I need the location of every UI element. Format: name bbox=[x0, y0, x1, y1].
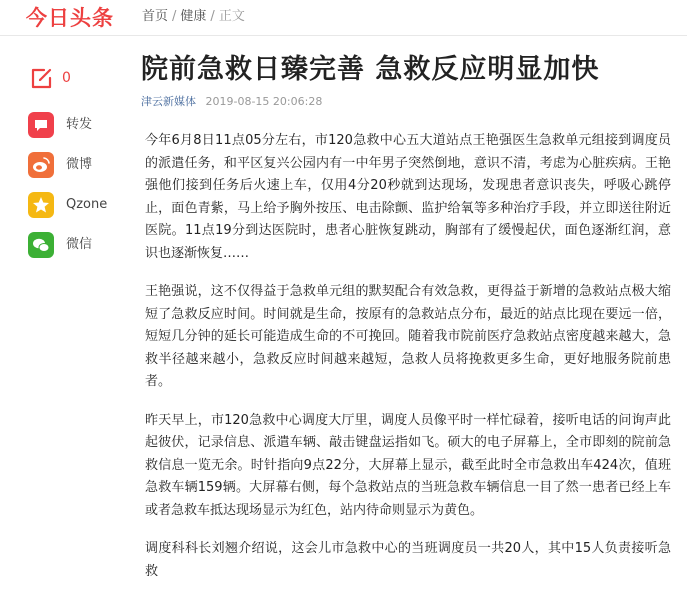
weibo-icon bbox=[28, 152, 54, 178]
article bbox=[141, 52, 671, 599]
breadcrumb: 首页 / 健康 / 正文 bbox=[142, 9, 245, 24]
share-repost[interactable] bbox=[28, 112, 118, 138]
breadcrumb-current: 正文 bbox=[218, 9, 245, 24]
comment-icon bbox=[30, 66, 54, 90]
qzone-star-icon bbox=[28, 192, 54, 218]
article-paragraph: 王艳强说，这不仅得益于急救单元组的默契配合有效急救，更得益于新增的急救站点极大缩短了急救反应时间。时间就是生命，按原有的急救站点分布，最近的站点比现在要远一倍，短短几分钟的延长可能造成生命的不可挽回。随着我市院前医疗急救站点密度越来越大，急救半径越来越小，急救反应时间越来越短，急救人员将挽救更多生命，更好地服务院前患者。 bbox=[145, 284, 671, 389]
share-qzone-label: Qzone bbox=[66, 197, 108, 212]
repost-icon bbox=[28, 112, 54, 138]
article-datetime: 2019-08-15 20:06:28 bbox=[205, 95, 323, 108]
article-paragraph: 昨天早上，市120急救中心调度大厅里，调度人员像平时一样忙碌着，接听电话的问询声此起彼伏，记录信息、派遣车辆、敲击键盘运指如飞。硕大的电子屏幕上，全市即刻的院前急救信息一览无余。时针指向9点22分，大屏幕上显示，截至此时全市急救出车424次，值班急救车辆159辆。大屏幕右侧，每个急救站点的当班急救车辆信息一目了然一患者已经上车或者急救车抵达现场显示为红色，站内待命则显示为黄色。 bbox=[145, 412, 671, 518]
article-body bbox=[141, 130, 671, 583]
breadcrumb-health[interactable]: 健康 bbox=[180, 9, 207, 24]
comment-button[interactable] bbox=[28, 62, 118, 98]
share-qzone[interactable] bbox=[28, 192, 118, 218]
article-title: 院前急救日臻完善 急救反应明显加快 bbox=[141, 54, 600, 85]
site-logo[interactable]: 今日头条 bbox=[26, 6, 114, 30]
share-weibo-label: 微博 bbox=[66, 157, 93, 172]
article-source[interactable]: 津云新媒体 bbox=[141, 95, 196, 108]
breadcrumb-home[interactable]: 首页 bbox=[142, 9, 169, 24]
share-repost-label: 转发 bbox=[66, 117, 93, 132]
article-paragraph: 调度科科长刘翘介绍说，这会儿市急救中心的当班调度员一共20人，其中15人负责接听急救 bbox=[145, 541, 671, 579]
wechat-icon bbox=[28, 232, 54, 258]
share-sidebar bbox=[28, 62, 118, 272]
top-bar bbox=[0, 0, 687, 36]
article-meta bbox=[141, 94, 671, 110]
share-wechat-label: 微信 bbox=[66, 237, 93, 252]
share-wechat[interactable] bbox=[28, 232, 118, 258]
share-weibo[interactable] bbox=[28, 152, 118, 178]
comment-count: 0 bbox=[62, 70, 71, 86]
article-paragraph: 今年6月8日11点05分左右，市120急救中心五大道站点王艳强医生急救单元组接到调度员的派遣任务，和平区复兴公园内有一中年男子突然倒地，意识不清，考虑为心脏疾病。王艳强他们接到任务后火速上车，仅用4分20秒就到达现场，发现患者意识丧失，呼吸心跳停止，面色青紫，马上给予胸外按压、电击除颤、监护给氧等多种治疗手段，并立即送往附近医院。11点19分到达医院时，患者心脏恢复跳动，胸部有了缓慢起伏，面色逐渐红润，意识也逐渐恢复…… bbox=[145, 133, 671, 261]
